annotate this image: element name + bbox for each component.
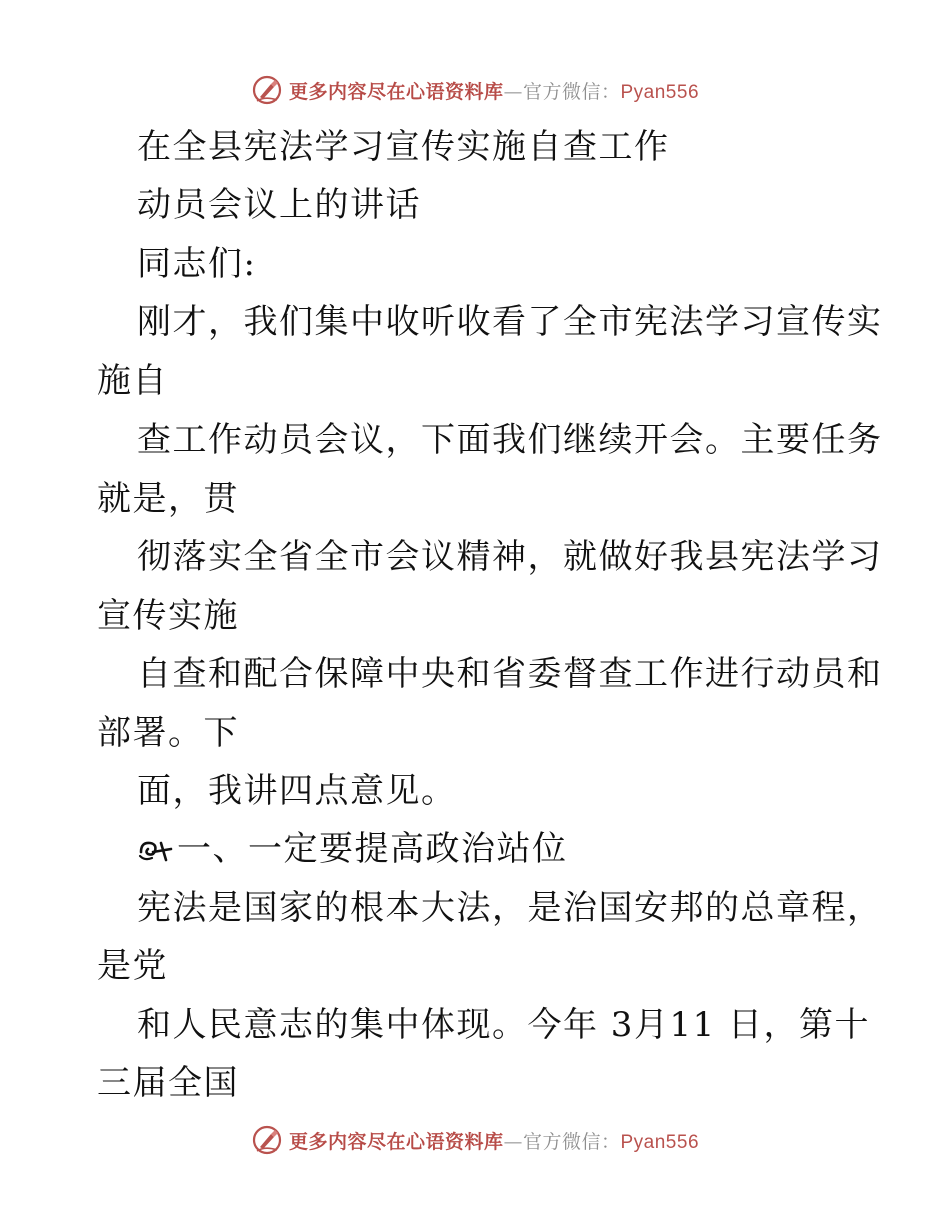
banner-wechat-account: Pyan556: [620, 81, 700, 103]
pen-logo-icon: [251, 74, 283, 106]
paragraph-line: 部署。下: [97, 713, 239, 753]
banner-library-text: 更多内容尽在心语资料库: [288, 80, 504, 103]
banner-wechat-account: Pyan556: [620, 1131, 700, 1153]
paragraph-line: 刚才，我们集中收听收看了全市宪法学习宣传实: [137, 302, 883, 342]
paragraph-line: 三届全国: [97, 1063, 239, 1103]
paragraph-line: 自查和配合保障中央和省委督查工作进行动员和: [137, 654, 883, 694]
banner-library-text: 更多内容尽在心语资料库: [288, 1130, 504, 1153]
paragraph-line: 和人民意志的集中体现。今年 3月11 日，第十: [137, 1005, 871, 1045]
banner-text: [289, 1127, 699, 1154]
banner-text: [289, 77, 699, 104]
header-banner: [0, 70, 950, 110]
banner-dash: —: [503, 1130, 523, 1153]
footer-banner: [0, 1120, 950, 1160]
paragraph-line: 查工作动员会议，下面我们继续开会。主要任务: [137, 420, 883, 460]
paragraph-line: 面，我讲四点意见。: [137, 771, 457, 811]
paragraph-line: 就是，贯: [97, 479, 239, 519]
paragraph-line: 宣传实施: [97, 596, 239, 636]
banner-wechat-label: 官方微信：: [522, 80, 621, 103]
paragraph-line: 是党: [97, 946, 168, 986]
ornament-bullet-icon: [137, 834, 175, 864]
paragraph-line: 彻落实全省全市会议精神，就做好我县宪法学习: [137, 537, 883, 577]
title-line-1: 在全县宪法学习宣传实施自查工作: [137, 127, 670, 167]
pen-logo-icon: [251, 1124, 283, 1156]
paragraph-line: 施自: [97, 361, 168, 401]
banner-wechat-label: 官方微信：: [522, 1130, 621, 1153]
section-heading-1: [137, 827, 568, 871]
title-line-2: 动员会议上的讲话: [137, 185, 421, 225]
banner-dash: —: [503, 80, 523, 103]
paragraph-line: 宪法是国家的根本大法，是治国安邦的总章程，: [137, 888, 883, 928]
banner-content: [251, 74, 699, 106]
greeting: 同志们:: [137, 244, 257, 284]
section-heading-text: 一、一定要提高政治站位: [177, 829, 568, 869]
banner-content: [251, 1124, 699, 1156]
